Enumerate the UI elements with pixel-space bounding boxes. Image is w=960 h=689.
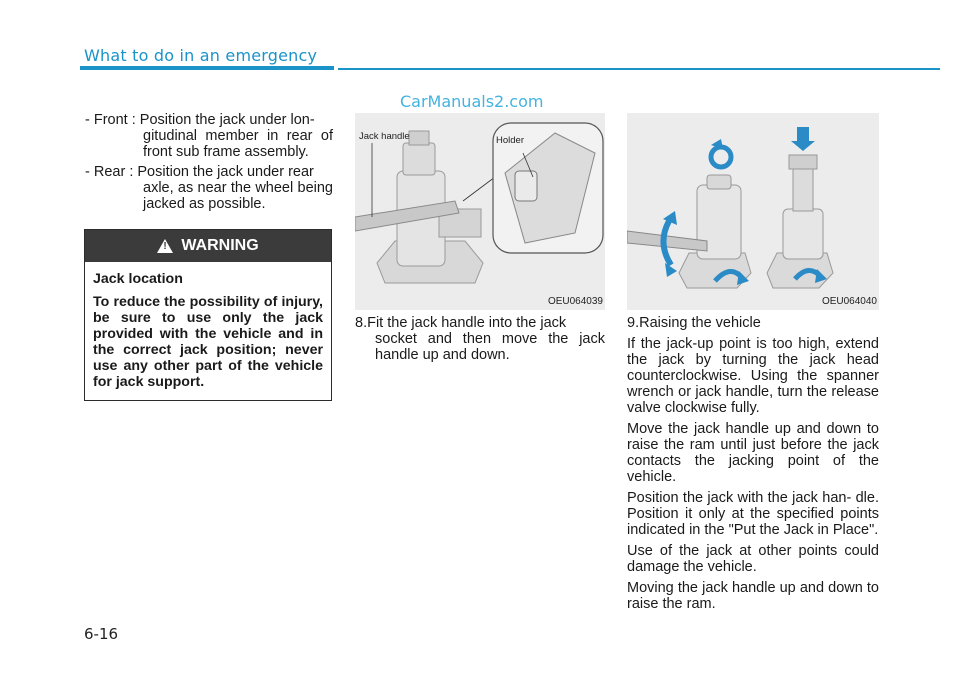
rear-position-rest: axle, as near the wheel being jacked as possible. xyxy=(143,180,333,212)
warning-triangle-icon: ! xyxy=(157,239,173,253)
figure-raising-vehicle xyxy=(627,113,879,310)
watermark: CarManuals2.com xyxy=(400,92,544,111)
warning-box xyxy=(84,229,332,401)
step-9-paragraph: Move the jack handle up and down to raise the ram until just before the jack contacts the jacking point of the vehicle. xyxy=(627,421,879,485)
warning-body xyxy=(85,262,331,390)
page-number: 6-16 xyxy=(84,625,119,643)
holder-label: Holder xyxy=(496,135,524,146)
raising-jack-illustration xyxy=(627,113,879,310)
jack-handle-label: Jack handle xyxy=(359,131,410,142)
step-9-paragraph: Position the jack with the jack han- dle. Position it only at the specified points indicated in the "Put the Jack in Place". xyxy=(627,490,879,538)
jack-handle-illustration xyxy=(355,113,605,310)
rear-position-item xyxy=(85,164,333,212)
warning-heading: Jack location xyxy=(93,271,183,287)
step-9 xyxy=(627,315,879,617)
warning-text: To reduce the possibility of injury, be sure to use only the jack provided with the vehicle and in the correct jack position; never use any other part of the vehicle for jack support. xyxy=(93,294,323,390)
figure-code: OEU064039 xyxy=(547,296,603,307)
front-position-rest: gitudinal member in rear of front sub frame assembly. xyxy=(143,128,333,160)
step-9-title: 9.Raising the vehicle xyxy=(627,315,761,331)
step-9-paragraph: Use of the jack at other points could damage the vehicle. xyxy=(627,543,879,575)
step-9-paragraph: Moving the jack handle up and down to raise the ram. xyxy=(627,580,879,612)
section-title: What to do in an emergency xyxy=(84,46,318,65)
warning-header xyxy=(85,230,331,262)
step-8-lead: 8.Fit the jack handle into the jack xyxy=(355,315,567,331)
rear-position-lead: - Rear : Position the jack under rear xyxy=(85,164,314,180)
figure-code: OEU064040 xyxy=(821,296,877,307)
front-position-lead: - Front : Position the jack under lon- xyxy=(85,112,315,128)
header-rule xyxy=(338,68,940,70)
step-9-paragraph: If the jack-up point is too high, extend the jack by turning the jack head counterclockwise. Using the spanner wrench or jack handle, turn the release valve clockwise fully. xyxy=(627,336,879,416)
figure-jack-handle xyxy=(355,113,605,310)
header-bar-accent xyxy=(80,66,334,70)
step-8-rest: socket and then move the jack handle up and down. xyxy=(375,331,605,363)
front-position-item xyxy=(85,112,333,160)
step-8 xyxy=(355,315,605,363)
warning-label: WARNING xyxy=(181,237,259,254)
